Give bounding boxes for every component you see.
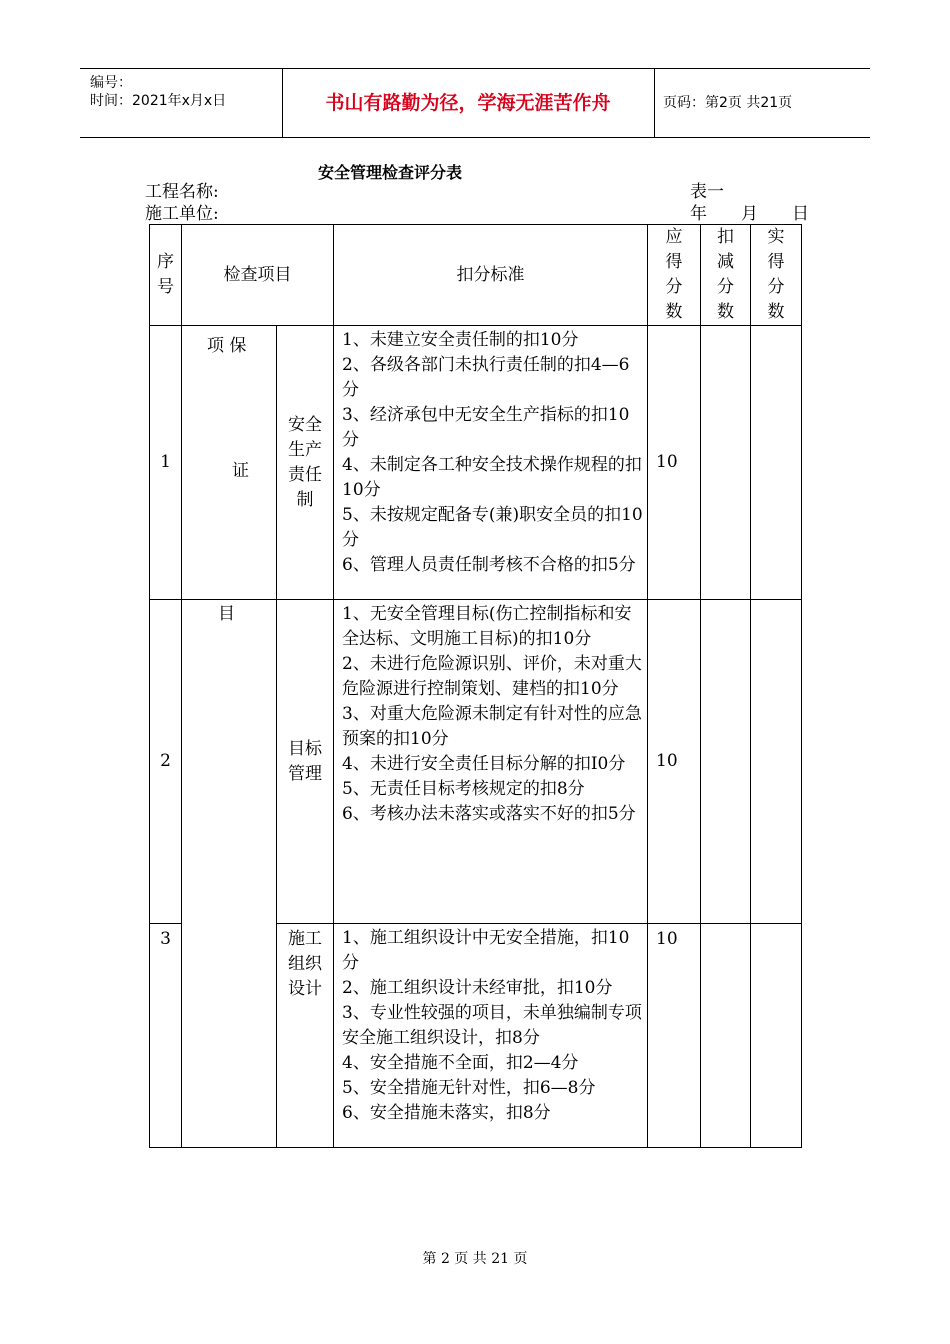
row-deduct-score — [701, 924, 751, 1148]
document-header — [80, 68, 870, 138]
document-time: 时间：2021年x月x日 — [90, 93, 227, 109]
criteria-line: 3、专业性较强的项目，未单独编制专项安全施工组织设计，扣8分 — [342, 1003, 642, 1048]
criteria-line: 5、安全措施无针对性，扣6—8分 — [342, 1078, 596, 1098]
criteria-line: 6、管理人员责任制考核不合格的扣5分 — [342, 555, 636, 575]
actual-score-header: 实 得 分 数 — [751, 225, 802, 326]
row-criteria — [334, 924, 648, 1148]
group-label-line1: 项 保 — [207, 336, 247, 356]
row-deduct-score — [701, 326, 751, 600]
criteria-line: 5、无责任目标考核规定的扣8分 — [342, 779, 585, 799]
item-header: 检查项目 — [182, 225, 334, 326]
row-due-score: 10 — [648, 924, 701, 1148]
row-item: 施工 组织 设计 — [277, 924, 334, 1148]
row-seq: 3 — [150, 924, 182, 1148]
row-criteria — [334, 600, 648, 924]
row-item: 安全 生产 责任 制 — [277, 326, 334, 600]
row-actual-score — [751, 600, 802, 924]
criteria-line: 1、无安全管理目标(伤亡控制指标和安全达标、文明施工目标)的扣10分 — [342, 604, 632, 649]
row-due-score: 10 — [648, 326, 701, 600]
table-row — [150, 600, 802, 924]
table-row — [150, 326, 802, 600]
due-score-header: 应 得 分 数 — [648, 225, 701, 326]
row-deduct-score — [701, 600, 751, 924]
group-label-line3: 目 — [218, 604, 235, 624]
row-criteria — [334, 326, 648, 600]
criteria-line: 5、未按规定配备专(兼)职安全员的扣10分 — [342, 505, 643, 550]
row-item: 目标 管理 — [277, 600, 334, 924]
row-due-score: 10 — [648, 600, 701, 924]
page-title: 安全管理检查评分表 — [318, 163, 463, 182]
criteria-line: 6、安全措施未落实，扣8分 — [342, 1103, 551, 1123]
date-label: 年 月 日 — [690, 204, 809, 224]
item-group-cell — [182, 326, 277, 600]
header-page-info: 页码：第2页 共21页 — [663, 95, 793, 111]
criteria-line: 3、对重大危险源未制定有针对性的应急预案的扣10分 — [342, 704, 642, 749]
row-seq: 1 — [150, 326, 182, 600]
project-name-label: 工程名称: — [145, 182, 219, 202]
seq-header: 序 号 — [150, 225, 182, 326]
construction-unit-label: 施工单位: — [145, 204, 219, 224]
criteria-line: 4、未制定各工种安全技术操作规程的扣10分 — [342, 455, 642, 500]
table-header-row — [150, 225, 802, 326]
row-actual-score — [751, 326, 802, 600]
group-label-line2: 证 — [232, 461, 249, 481]
criteria-line: 3、经济承包中无安全生产指标的扣10分 — [342, 405, 630, 450]
criteria-line: 1、未建立安全责任制的扣10分 — [342, 330, 579, 350]
item-group-cell — [182, 600, 277, 1148]
criteria-line: 4、未进行安全责任目标分解的扣I0分 — [342, 754, 626, 774]
header-left — [90, 74, 226, 110]
criteria-header: 扣分标准 — [334, 225, 648, 326]
criteria-line: 2、未进行危险源识别、评价，未对重大危险源进行控制策划、建档的扣10分 — [342, 654, 642, 699]
criteria-line: 2、施工组织设计未经审批，扣10分 — [342, 978, 613, 998]
page-footer: 第 2 页 共 21 页 — [422, 1251, 528, 1267]
header-motto: 书山有路勤为径，学海无涯苦作舟 — [325, 92, 611, 114]
criteria-line: 4、安全措施不全面，扣2—4分 — [342, 1053, 579, 1073]
table-number: 表一 — [690, 182, 724, 202]
header-divider — [654, 69, 655, 137]
score-table — [149, 224, 802, 1148]
row-actual-score — [751, 924, 802, 1148]
row-seq: 2 — [150, 600, 182, 924]
document-number-label: 编号： — [90, 75, 132, 91]
criteria-line: 1、施工组织设计中无安全措施，扣10分 — [342, 928, 630, 973]
criteria-line: 2、各级各部门未执行责任制的扣4—6分 — [342, 355, 630, 400]
criteria-line: 6、考核办法未落实或落实不好的扣5分 — [342, 804, 636, 824]
deduct-score-header: 扣 减 分 数 — [701, 225, 751, 326]
